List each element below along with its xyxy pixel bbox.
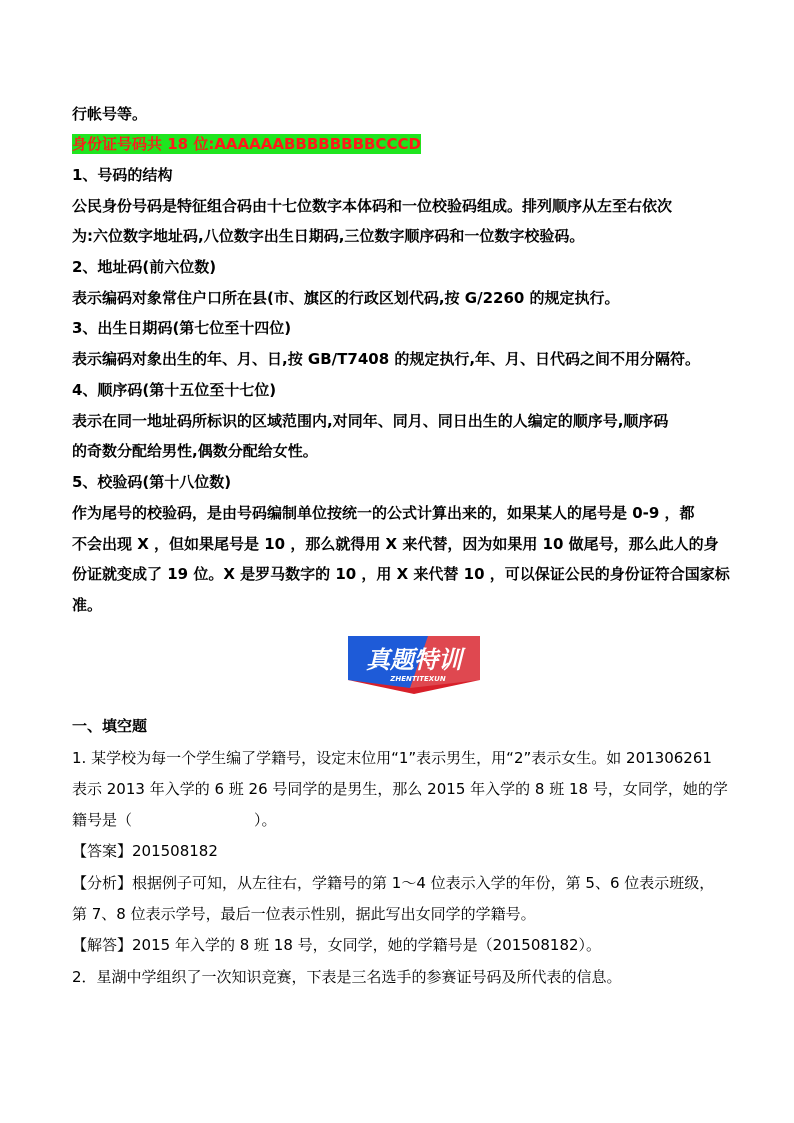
logo-subtitle: ZHENTITEXUN (390, 675, 446, 683)
analysis-line: 【分析】根据例子可知，从左往右，学籍号的第 1～4 位表示入学的年份，第 5、6 位表示班级， (72, 874, 715, 892)
section-heading: 5、校验码(第十八位数) (72, 473, 232, 491)
text-line: 表示编码对象出生的年、月、日,按 GB/T7408 的规定执行,年、月、日代码之间不用分隔符。 (72, 350, 701, 368)
question-1-line: 表示 2013 年入学的 6 班 26 号同学的是男生，那么 2015 年入学的 8 班 18 号，女同学，她的学 (72, 780, 728, 798)
section-heading: 4、顺序码(第十五位至十七位) (72, 381, 277, 399)
text-line: 行帐号等。 (72, 105, 148, 123)
quiz-section-heading: 一、填空题 (72, 717, 148, 735)
text-line: 公民身份号码是特征组合码由十七位数字本体码和一位校验码组成。排列顺序从左至右依次 (72, 197, 673, 215)
zhenti-texun-logo (344, 636, 484, 694)
question-1-line: 1. 某学校为每一个学生编了学籍号，设定末位用“1”表示男生，用“2”表示女生。如 201306261 (72, 749, 712, 767)
answer-line: 【答案】201508182 (72, 842, 218, 860)
text-line: 表示在同一地址码所标识的区域范围内,对同年、同月、同日出生的人编定的顺序号,顺序码 (72, 412, 669, 430)
section-heading: 3、出生日期码(第七位至十四位) (72, 319, 292, 337)
question-1-line (72, 810, 277, 830)
section-heading: 2、地址码(前六位数) (72, 258, 217, 276)
text-line: 不会出现 X ，但如果尾号是 10 ，那么就得用 X 来代替，因为如果用 10 做尾号，那么此人的身 (72, 535, 719, 553)
text-line: 作为尾号的校验码，是由号码编制单位按统一的公式计算出来的，如果某人的尾号是 0-9 ，都 (72, 504, 695, 522)
question-1-close: ）。 (254, 811, 277, 829)
text-line: 为:六位数字地址码,八位数字出生日期码,三位数字顺序码和一位数字校验码。 (72, 227, 585, 245)
analysis-line: 第 7、8 位表示学号，最后一位表示性别，据此写出女同学的学籍号。 (72, 905, 536, 923)
text-line: 的奇数分配给男性,偶数分配给女性。 (72, 442, 318, 460)
text-line: 准。 (72, 596, 103, 614)
highlighted-line (72, 134, 421, 154)
logo-title: 真题特训 (366, 646, 462, 674)
question-1-prompt: 籍号是（ (72, 811, 133, 829)
question-2-line: 2．星湖中学组织了一次知识竞赛，下表是三名选手的参赛证号码及所代表的信息。 (72, 968, 622, 986)
text-line: 表示编码对象常住户口所在县(市、旗区的行政区划代码,按 G/2260 的规定执行。 (72, 289, 620, 307)
text-line: 份证就变成了 19 位。X 是罗马数字的 10 ，用 X 来代替 10 ，可以保证公民的身份证符合国家标 (72, 565, 730, 583)
section-heading: 1、号码的结构 (72, 166, 173, 184)
id-length-highlight: 身份证号码共 18 位:AAAAAABBBBBBBBCCCD (72, 135, 421, 153)
solution-line: 【解答】2015 年入学的 8 班 18 号，女同学，她的学籍号是（201508182）。 (72, 936, 602, 954)
